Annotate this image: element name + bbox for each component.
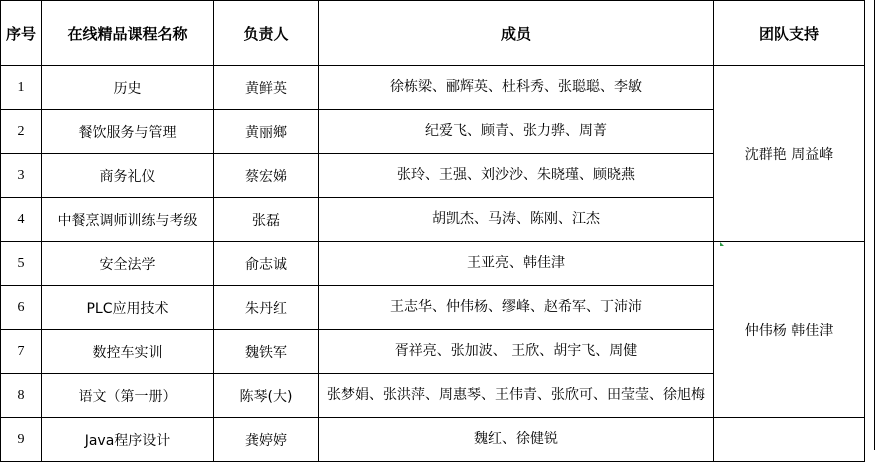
cell-seq: 7 <box>1 330 42 374</box>
cell-course: 数控车实训 <box>42 330 214 374</box>
cell-leader: 陈琴(大) <box>214 374 319 418</box>
cell-support: 沈群艳 周益峰 <box>714 66 865 242</box>
cell-course: 餐饮服务与管理 <box>42 110 214 154</box>
cell-course: Java程序设计 <box>42 418 214 462</box>
header-course: 在线精品课程名称 <box>42 1 214 66</box>
cell-leader: 朱丹红 <box>214 286 319 330</box>
cell-members: 胥祥亮、张加波、 王欣、胡宇飞、周健 <box>319 330 714 374</box>
cell-members: 王亚亮、韩佳津 <box>319 242 714 286</box>
cell-leader: 蔡宏娣 <box>214 154 319 198</box>
table-row <box>1 418 865 462</box>
cell-members: 张梦娟、张洪萍、周惠琴、王伟青、张欣可、田莹莹、徐旭梅 <box>319 374 714 418</box>
cell-comment-marker <box>720 242 724 246</box>
cell-seq: 1 <box>1 66 42 110</box>
cell-leader: 黄鲜英 <box>214 66 319 110</box>
cell-support <box>714 418 865 462</box>
cell-members: 张玲、王强、刘沙沙、朱晓瑾、顾晓燕 <box>319 154 714 198</box>
cell-leader: 张磊 <box>214 198 319 242</box>
cell-members: 王志华、仲伟杨、缪峰、赵希军、丁沛沛 <box>319 286 714 330</box>
cell-course: 安全法学 <box>42 242 214 286</box>
cell-course: 语文（第一册） <box>42 374 214 418</box>
cell-seq: 2 <box>1 110 42 154</box>
cell-leader: 黄丽鄉 <box>214 110 319 154</box>
header-leader: 负责人 <box>214 1 319 66</box>
sheet-edge-line <box>874 0 875 450</box>
cell-leader: 龚婷婷 <box>214 418 319 462</box>
cell-seq: 9 <box>1 418 42 462</box>
cell-members: 纪爱飞、顾青、张力骅、周菁 <box>319 110 714 154</box>
cell-course: PLC应用技术 <box>42 286 214 330</box>
cell-leader: 俞志诚 <box>214 242 319 286</box>
cell-course: 中餐烹调师训练与考级 <box>42 198 214 242</box>
cell-seq: 5 <box>1 242 42 286</box>
cell-members: 胡凯杰、马涛、陈刚、江杰 <box>319 198 714 242</box>
cell-members: 魏红、徐健锐 <box>319 418 714 462</box>
cell-course: 商务礼仪 <box>42 154 214 198</box>
table-row <box>1 242 865 286</box>
header-row <box>1 1 865 66</box>
cell-seq: 8 <box>1 374 42 418</box>
header-members: 成员 <box>319 1 714 66</box>
cell-support: 仲伟杨 韩佳津 <box>714 242 865 418</box>
header-seq: 序号 <box>1 1 42 66</box>
cell-course: 历史 <box>42 66 214 110</box>
cell-leader: 魏铁军 <box>214 330 319 374</box>
cell-seq: 3 <box>1 154 42 198</box>
cell-seq: 6 <box>1 286 42 330</box>
cell-members: 徐栋梁、郦辉英、杜科秀、张聪聪、李敏 <box>319 66 714 110</box>
table-row <box>1 66 865 110</box>
cell-seq: 4 <box>1 198 42 242</box>
header-support: 团队支持 <box>714 1 865 66</box>
